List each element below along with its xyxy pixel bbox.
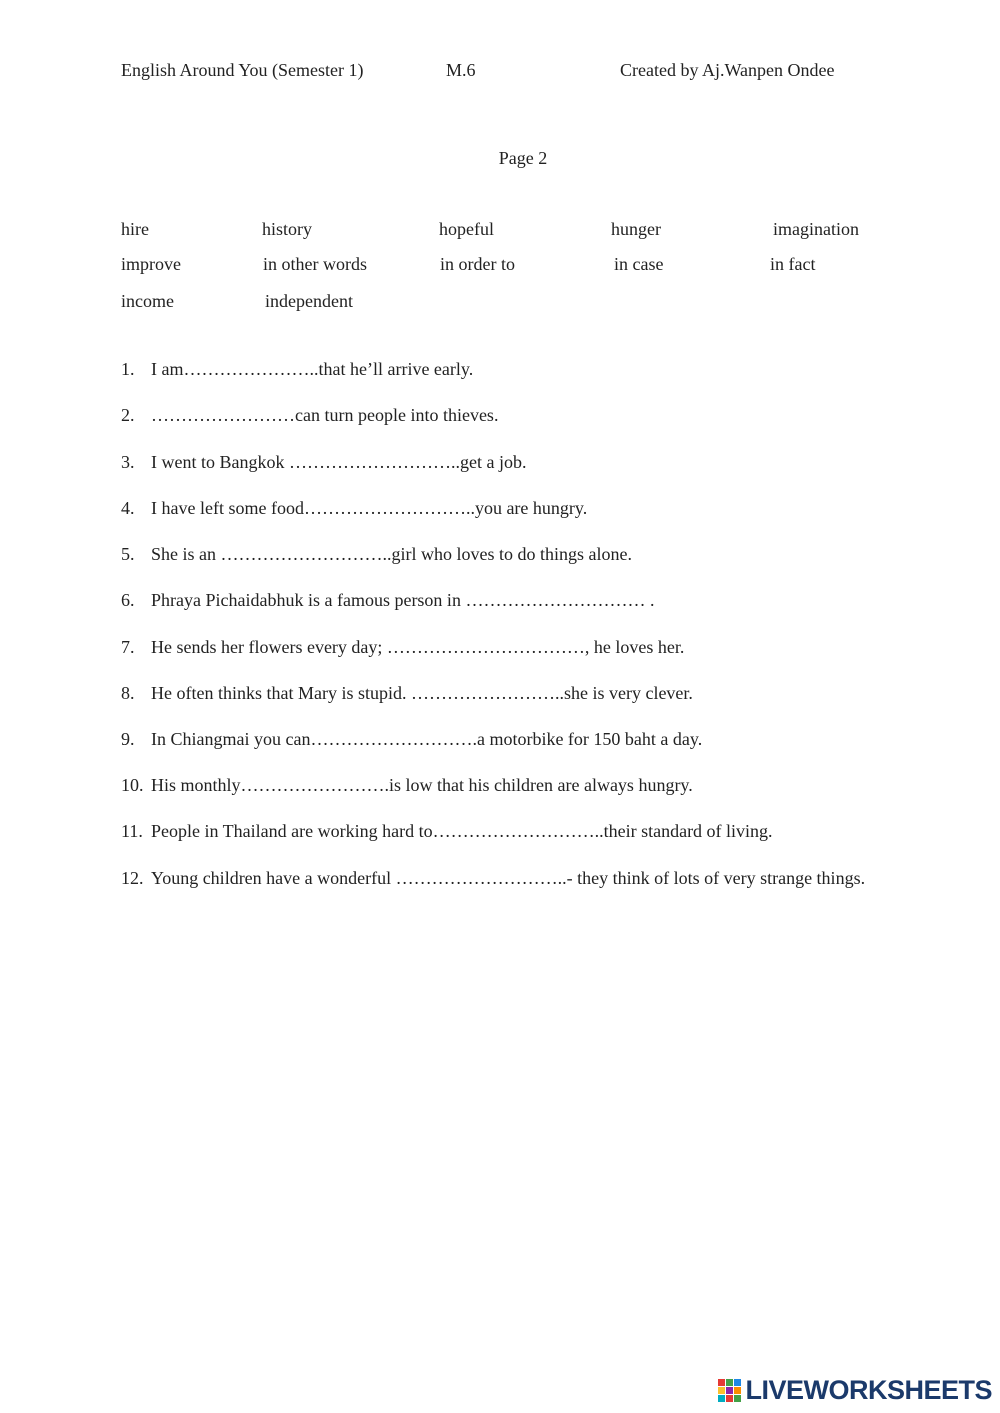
word-bank-item: in other words xyxy=(263,254,367,274)
question-item xyxy=(121,774,911,797)
question-number: 12. xyxy=(121,868,144,888)
word-bank-item: in case xyxy=(614,254,664,274)
question-number: 4. xyxy=(121,498,135,518)
question-text: He often thinks that Mary is stupid. ……………………..she is very clever. xyxy=(151,683,693,703)
question-number: 7. xyxy=(121,637,135,657)
question-text: I have left some food………………………..you are hungry. xyxy=(151,498,588,518)
question-item xyxy=(121,589,911,612)
question-number: 3. xyxy=(121,452,135,472)
word-bank-item: income xyxy=(121,291,174,311)
word-bank-item: in fact xyxy=(770,254,816,274)
question-number: 8. xyxy=(121,683,135,703)
word-bank-item: hunger xyxy=(611,219,661,239)
question-item xyxy=(121,728,911,751)
question-text: He sends her flowers every day; ……………………………, he loves her. xyxy=(151,637,685,657)
logo-cell xyxy=(726,1379,733,1386)
question-number: 6. xyxy=(121,590,135,610)
question-text: I went to Bangkok ………………………..get a job. xyxy=(151,452,527,472)
question-number: 10. xyxy=(121,775,144,795)
question-number: 1. xyxy=(121,359,135,379)
question-number: 5. xyxy=(121,544,135,564)
logo-cell xyxy=(718,1387,725,1394)
question-text: In Chiangmai you can……………………….a motorbike for 150 baht a day. xyxy=(151,729,703,749)
word-bank-item: hopeful xyxy=(439,219,494,239)
question-text: Young children have a wonderful ………………………..- they think of lots of very strange things. xyxy=(151,868,866,888)
question-text: ……………………can turn people into thieves. xyxy=(151,405,499,425)
logo-cell xyxy=(726,1387,733,1394)
logo-cell xyxy=(734,1387,741,1394)
question-number: 11. xyxy=(121,821,143,841)
question-item xyxy=(121,497,911,520)
word-bank-item: hire xyxy=(121,219,149,239)
logo-cell xyxy=(734,1395,741,1402)
logo-cell xyxy=(718,1395,725,1402)
question-text: His monthly…………………….is low that his children are always hungry. xyxy=(151,775,693,795)
course-title: English Around You (Semester 1) xyxy=(121,60,364,80)
question-number: 2. xyxy=(121,405,135,425)
question-item xyxy=(121,543,911,566)
question-item xyxy=(121,404,911,427)
question-item xyxy=(121,636,911,659)
question-text: She is an ………………………..girl who loves to do things alone. xyxy=(151,544,632,564)
word-bank-item: in order to xyxy=(440,254,515,274)
question-item xyxy=(121,682,911,705)
page-number: Page 2 xyxy=(498,148,548,168)
question-number: 9. xyxy=(121,729,135,749)
grade-level: M.6 xyxy=(446,60,476,80)
logo-cell xyxy=(718,1379,725,1386)
question-item xyxy=(121,867,911,890)
liveworksheets-grid-icon xyxy=(718,1379,741,1402)
question-text: Phraya Pichaidabhuk is a famous person in ………………………… . xyxy=(151,590,655,610)
liveworksheets-wordmark: LIVEWORKSHEETS xyxy=(745,1374,992,1405)
question-text: People in Thailand are working hard to………………………..their standard of living. xyxy=(151,821,773,841)
question-text: I am…………………..that he’ll arrive early. xyxy=(151,359,474,379)
logo-cell xyxy=(734,1379,741,1386)
word-bank-item: independent xyxy=(265,291,353,311)
question-item xyxy=(121,820,911,843)
question-item xyxy=(121,451,911,474)
word-bank-item: history xyxy=(262,219,313,239)
word-bank-item: imagination xyxy=(773,219,859,239)
word-bank-item: improve xyxy=(121,254,181,274)
author-credit: Created by Aj.Wanpen Ondee xyxy=(620,60,835,80)
question-item xyxy=(121,358,911,381)
logo-cell xyxy=(726,1395,733,1402)
liveworksheets-logo xyxy=(718,1374,992,1405)
